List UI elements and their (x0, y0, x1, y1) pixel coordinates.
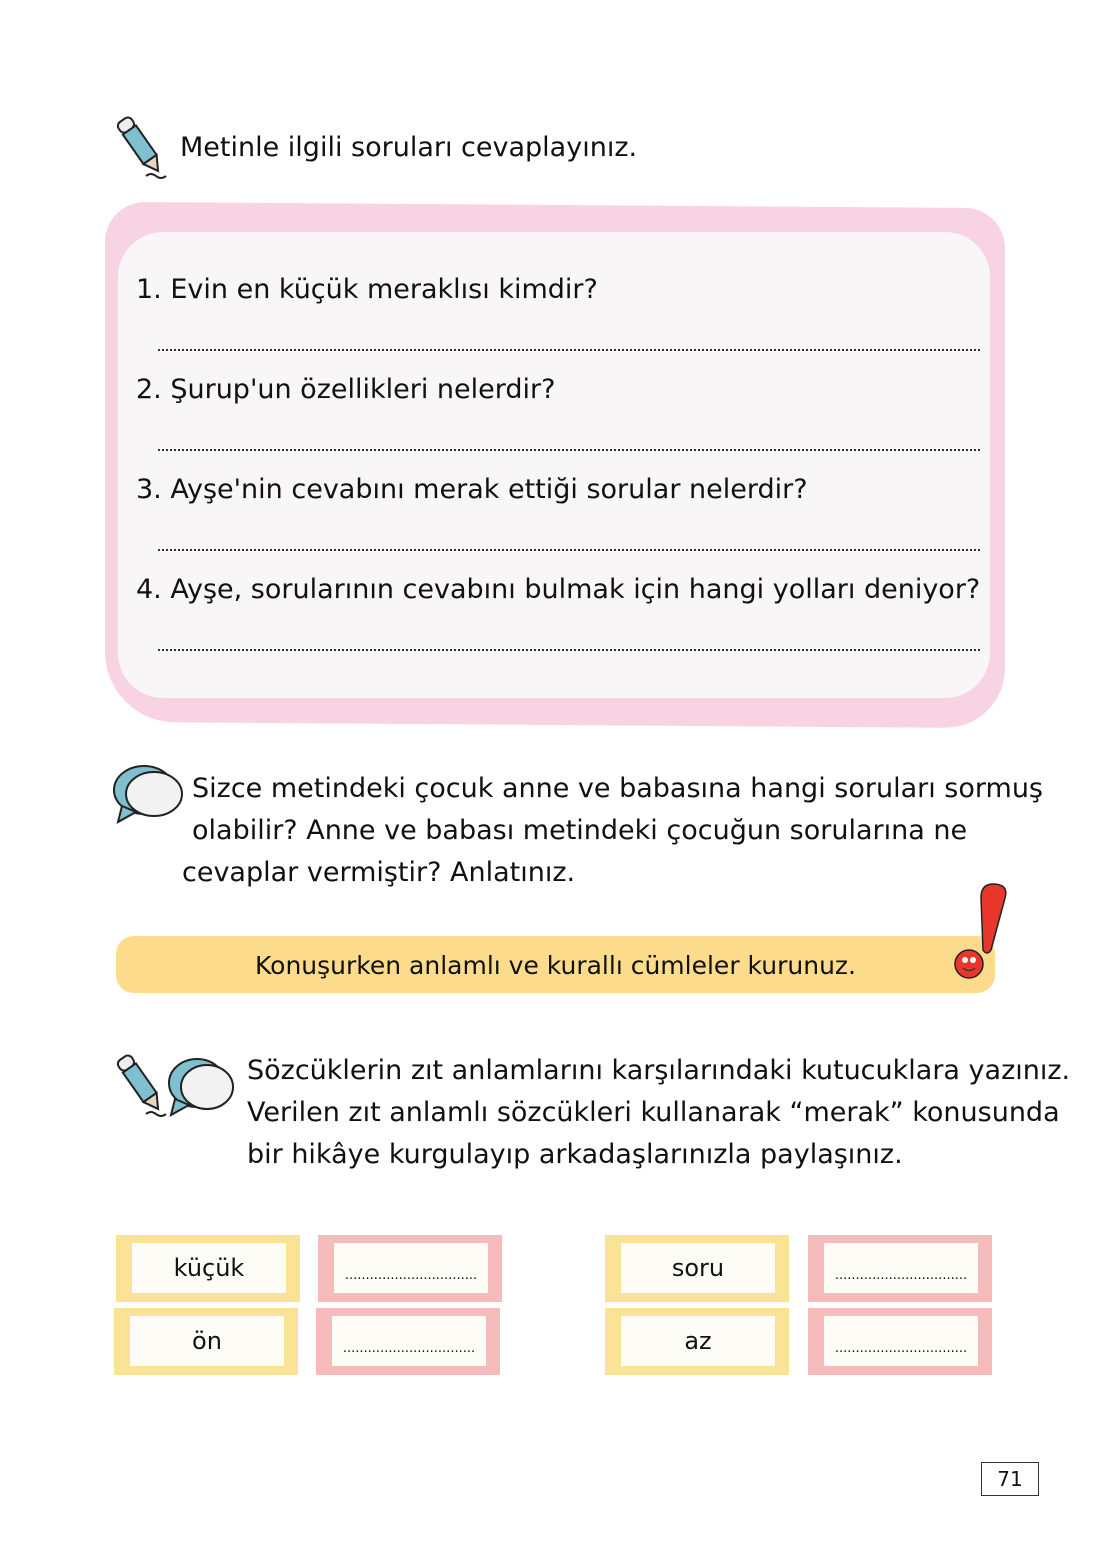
answer-blank[interactable]: ................................ (834, 1341, 968, 1356)
section3-line-2: Verilen zıt anlamlı sözcükleri kullanarak “merak” konusunda (247, 1097, 1060, 1128)
word-card (605, 1308, 789, 1375)
tip-text: Konuşurken anlamlı ve kurallı cümleler kurunuz. (255, 951, 856, 980)
pencil-icon-2 (116, 1050, 168, 1122)
speech-bubble-icon-2 (165, 1055, 237, 1117)
answer-line-2[interactable] (158, 449, 980, 451)
answer-card[interactable] (808, 1235, 992, 1302)
tip-banner (116, 936, 995, 993)
answer-blank[interactable]: ................................ (834, 1268, 968, 1283)
word-az: az (621, 1316, 775, 1366)
section3-line-1: Sözcüklerin zıt anlamlarını karşılarındaki kutucuklara yazınız. (247, 1055, 1071, 1086)
section2-line-2: olabilir? Anne ve babası metindeki çocuğun sorularına ne (192, 815, 968, 846)
section2-line-1: Sizce metindeki çocuk anne ve babasına hangi soruları sormuş (192, 773, 1044, 804)
exclamation-mascot-icon (945, 880, 1013, 985)
answer-card[interactable] (808, 1308, 992, 1375)
word-on: ön (130, 1316, 284, 1366)
word-card (114, 1308, 298, 1375)
answer-blank[interactable]: ................................ (342, 1341, 476, 1356)
pencil-icon (116, 112, 168, 184)
answer-line-4[interactable] (158, 649, 980, 651)
question-3: 3. Ayşe'nin cevabını merak ettiği sorular nelerdir? (136, 474, 808, 505)
answer-blank[interactable]: ................................ (344, 1268, 478, 1283)
word-card (116, 1235, 300, 1302)
page-number: 71 (981, 1462, 1039, 1496)
section2-line-3: cevaplar vermiştir? Anlatınız. (182, 857, 576, 888)
answer-card[interactable] (318, 1235, 502, 1302)
word-kucuk: küçük (132, 1243, 286, 1293)
word-card (605, 1235, 789, 1302)
answer-line-1[interactable] (158, 349, 980, 351)
speech-bubble-icon (110, 762, 186, 824)
section1-instruction: Metinle ilgili soruları cevaplayınız. (180, 132, 638, 163)
question-4: 4. Ayşe, sorularının cevabını bulmak için hangi yolları deniyor? (136, 574, 981, 605)
question-2: 2. Şurup'un özellikleri nelerdir? (136, 374, 556, 405)
word-soru: soru (621, 1243, 775, 1293)
section3-line-3: bir hikâye kurgulayıp arkadaşlarınızla paylaşınız. (247, 1139, 903, 1170)
answer-card[interactable] (316, 1308, 500, 1375)
question-1: 1. Evin en küçük meraklısı kimdir? (136, 274, 598, 305)
answer-line-3[interactable] (158, 549, 980, 551)
